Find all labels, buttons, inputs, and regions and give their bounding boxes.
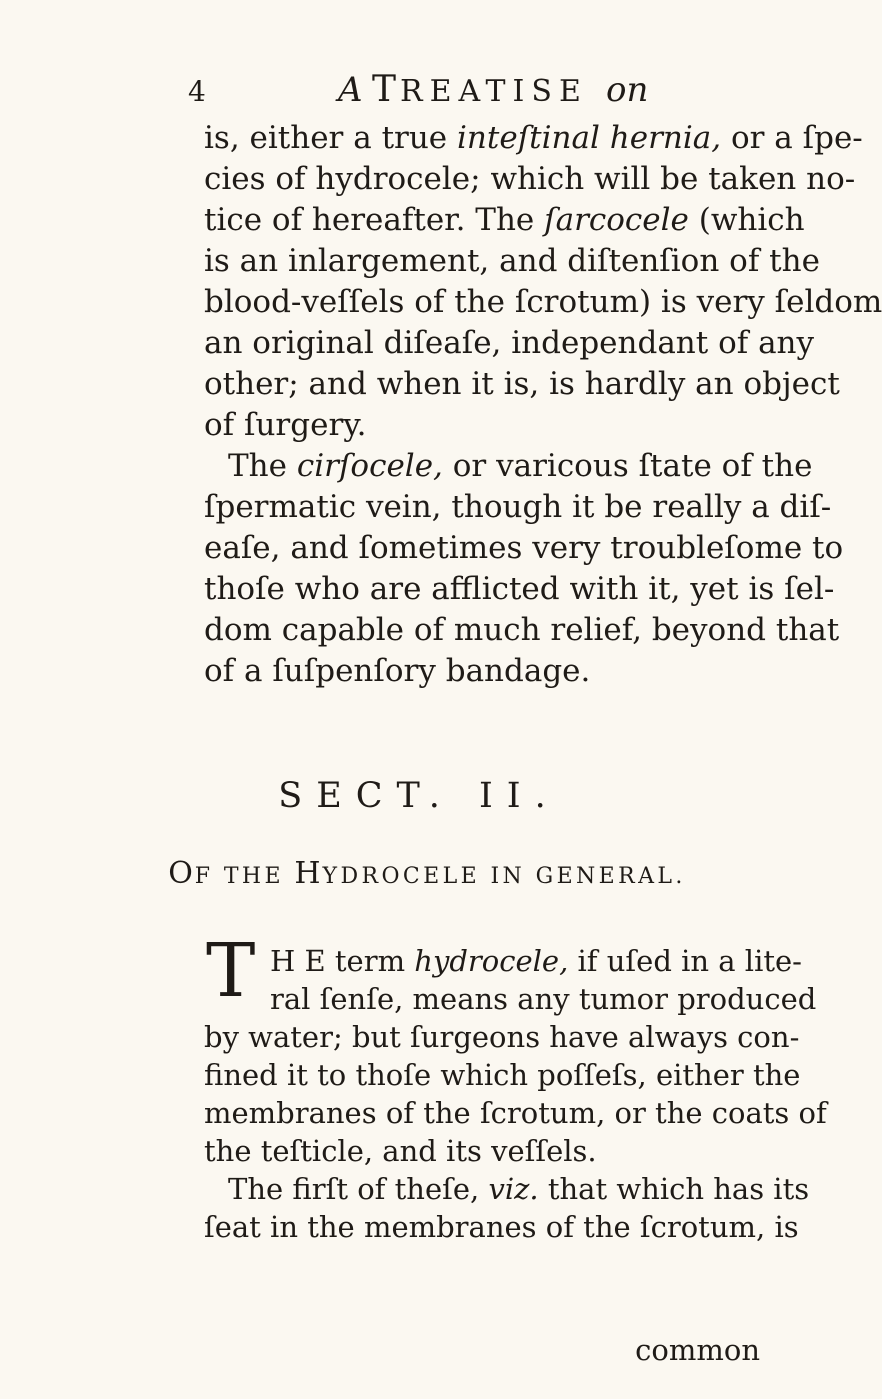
text-line: an original diſeaſe, independant of any	[204, 325, 815, 361]
text-line: ſeat in the membranes of the ſcrotum, is	[204, 1210, 799, 1244]
text-line: tice of hereafter. The ſarcocele (which	[204, 202, 805, 238]
text-line: is, either a true inteſtinal hernia, or a ſpe-	[204, 120, 863, 156]
running-header	[188, 66, 668, 114]
text-line: membranes of the ſcrotum, or the coats of	[204, 1096, 827, 1130]
drop-cap: T	[206, 928, 256, 1014]
text-line: ſpermatic vein, though it be really a diſ-	[204, 489, 832, 525]
text-line: other; and when it is, is hardly an object	[204, 366, 840, 402]
section-heading: SECT. II.	[278, 776, 560, 816]
text-line: dom capable of much relief, beyond that	[204, 612, 840, 648]
paragraph-2	[204, 446, 844, 692]
text-line: cies of hydrocele; which will be taken no-	[204, 161, 856, 197]
text-line: The firſt of theſe, viz. that which has its	[228, 1172, 810, 1206]
text-line: fined it to thoſe which poſſeſs, either the	[204, 1058, 801, 1092]
page-number: 4	[188, 75, 206, 108]
text-line: eaſe, and ſometimes very troubleſome to	[204, 530, 844, 566]
paragraph-1	[204, 118, 882, 446]
text-line: of ſurgery.	[204, 407, 367, 443]
text-line: The cirſocele, or varicous ſtate of the	[228, 448, 813, 484]
header-title: TREATISE	[372, 69, 588, 110]
paragraph-3	[204, 942, 827, 1246]
text-line: blood-veſſels of the ſcrotum) is very ſeldom	[204, 284, 882, 320]
section-subheading: OF THE HYDROCELE IN GENERAL.	[168, 856, 686, 891]
header-on: on	[606, 70, 649, 110]
catchword: common	[635, 1333, 760, 1367]
text-line: the teſticle, and its veſſels.	[204, 1134, 597, 1168]
text-line: is an inlargement, and diſtenſion of the	[204, 243, 820, 279]
text-line: by water; but ſurgeons have always con-	[204, 1020, 800, 1054]
text-line: ral ſenſe, means any tumor produced	[270, 982, 817, 1016]
header-article: A	[338, 70, 363, 110]
text-line: H E term hydrocele, if uſed in a lite-	[270, 944, 802, 978]
text-line: thoſe who are afflicted with it, yet is ſel-	[204, 571, 835, 607]
text-line: of a ſuſpenſory bandage.	[204, 653, 591, 689]
